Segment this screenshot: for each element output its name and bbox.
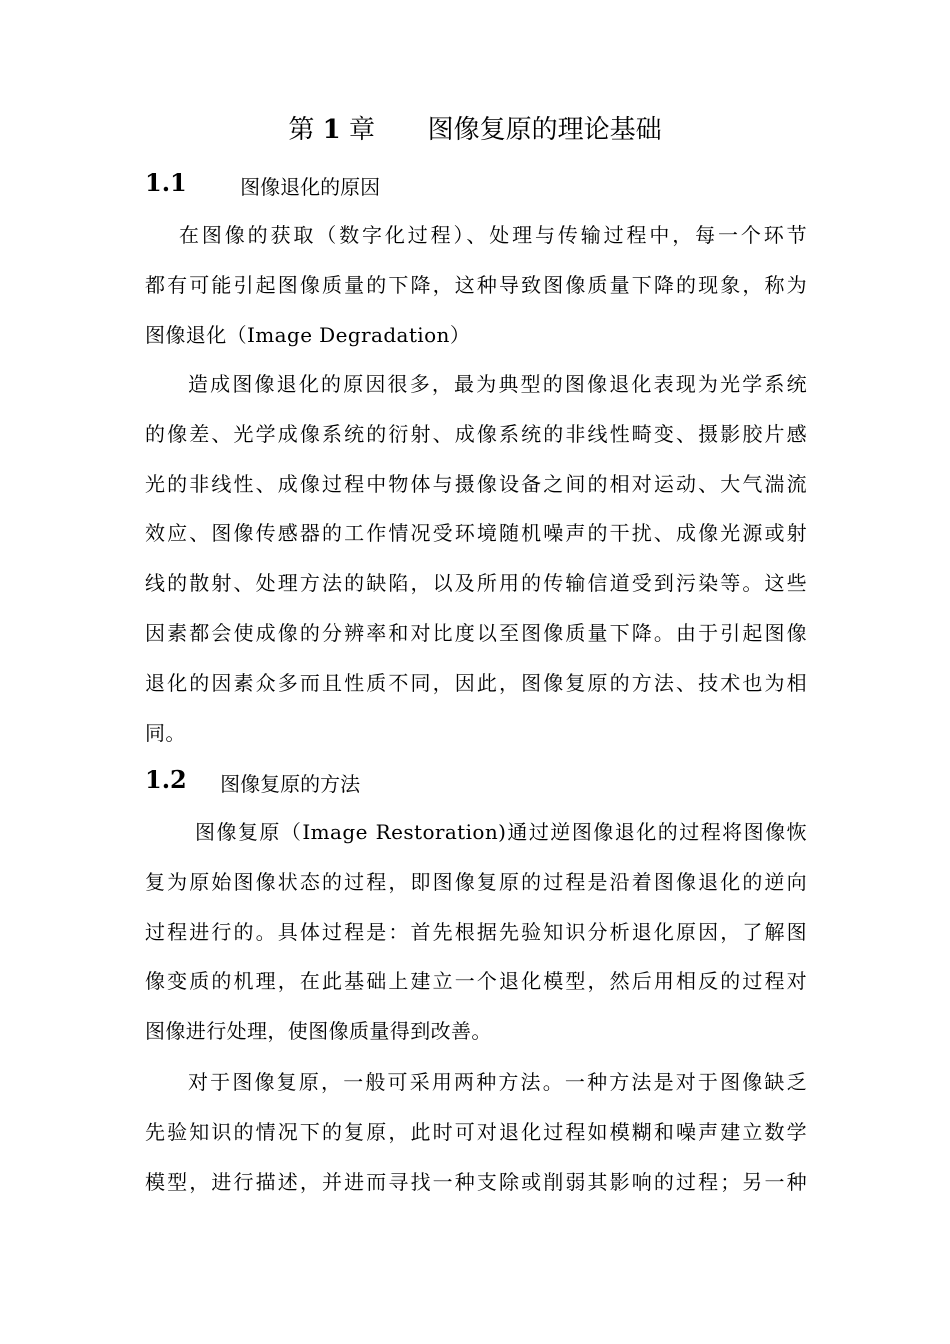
paragraph-1-2-a xyxy=(145,808,807,1057)
text-line: 效应、图像传感器的工作情况受环境随机噪声的干扰、成像光源或射 xyxy=(145,521,807,546)
text-line: 图像复原（Image Restoration)通过逆图像退化的过程将图像恢 xyxy=(195,820,807,844)
text-line: 过程进行的。具体过程是：首先根据先验知识分析退化原因，了解图 xyxy=(145,919,807,944)
section-title: 图像退化的原因 xyxy=(240,175,381,199)
section-heading-1-1 xyxy=(145,165,380,201)
text-line: 的像差、光学成像系统的衍射、成像系统的非线性畸变、摄影胶片感 xyxy=(145,421,807,446)
section-heading-1-2 xyxy=(145,762,360,798)
text-line: 同。 xyxy=(145,720,186,745)
text-line: 退化的因素众多而且性质不同，因此，图像复原的方法、技术也为相 xyxy=(145,670,807,695)
chapter-title xyxy=(145,108,805,152)
section-title: 图像复原的方法 xyxy=(220,772,361,796)
paragraph-1-1-a xyxy=(145,211,807,360)
text-line: 图像退化（Image Degradation） xyxy=(145,322,471,347)
section-number: 1.1 xyxy=(145,168,187,197)
text-line: 像变质的机理，在此基础上建立一个退化模型，然后用相反的过程对 xyxy=(145,969,807,994)
text-line: 因素都会使成像的分辨率和对比度以至图像质量下降。由于引起图像 xyxy=(145,620,807,645)
text-line: 先验知识的情况下的复原，此时可对退化过程如模糊和噪声建立数学 xyxy=(145,1119,807,1144)
text-line: 线的散射、处理方法的缺陷，以及所用的传输信道受到污染等。这些 xyxy=(145,571,807,596)
text-line: 图像进行处理，使图像质量得到改善。 xyxy=(145,1019,492,1044)
paragraph-1-2-b xyxy=(145,1058,807,1207)
text-line: 对于图像复原，一般可采用两种方法。一种方法是对于图像缺乏 xyxy=(188,1070,807,1094)
chapter-number: 1 xyxy=(322,115,341,145)
chapter-title-text: 图像复原的理论基础 xyxy=(427,115,662,145)
section-number: 1.2 xyxy=(145,765,187,794)
chapter-label-prefix: 第 xyxy=(288,115,315,145)
text-line: 光的非线性、成像过程中物体与摄像设备之间的相对运动、大气湍流 xyxy=(145,471,807,496)
text-line: 复为原始图像状态的过程，即图像复原的过程是沿着图像退化的逆向 xyxy=(145,869,807,894)
text-line: 都有可能引起图像质量的下降，这种导致图像质量下降的现象，称为 xyxy=(145,272,807,297)
text-line: 在图像的获取（数字化过程）、处理与传输过程中，每一个环节 xyxy=(179,223,807,247)
text-line: 造成图像退化的原因很多，最为典型的图像退化表现为光学系统 xyxy=(188,372,807,396)
chapter-label-suffix: 章 xyxy=(349,115,376,145)
text-line: 模型，进行描述，并进而寻找一种支除或削弱其影响的过程；另一种 xyxy=(145,1169,807,1194)
paragraph-1-1-b xyxy=(145,360,807,758)
